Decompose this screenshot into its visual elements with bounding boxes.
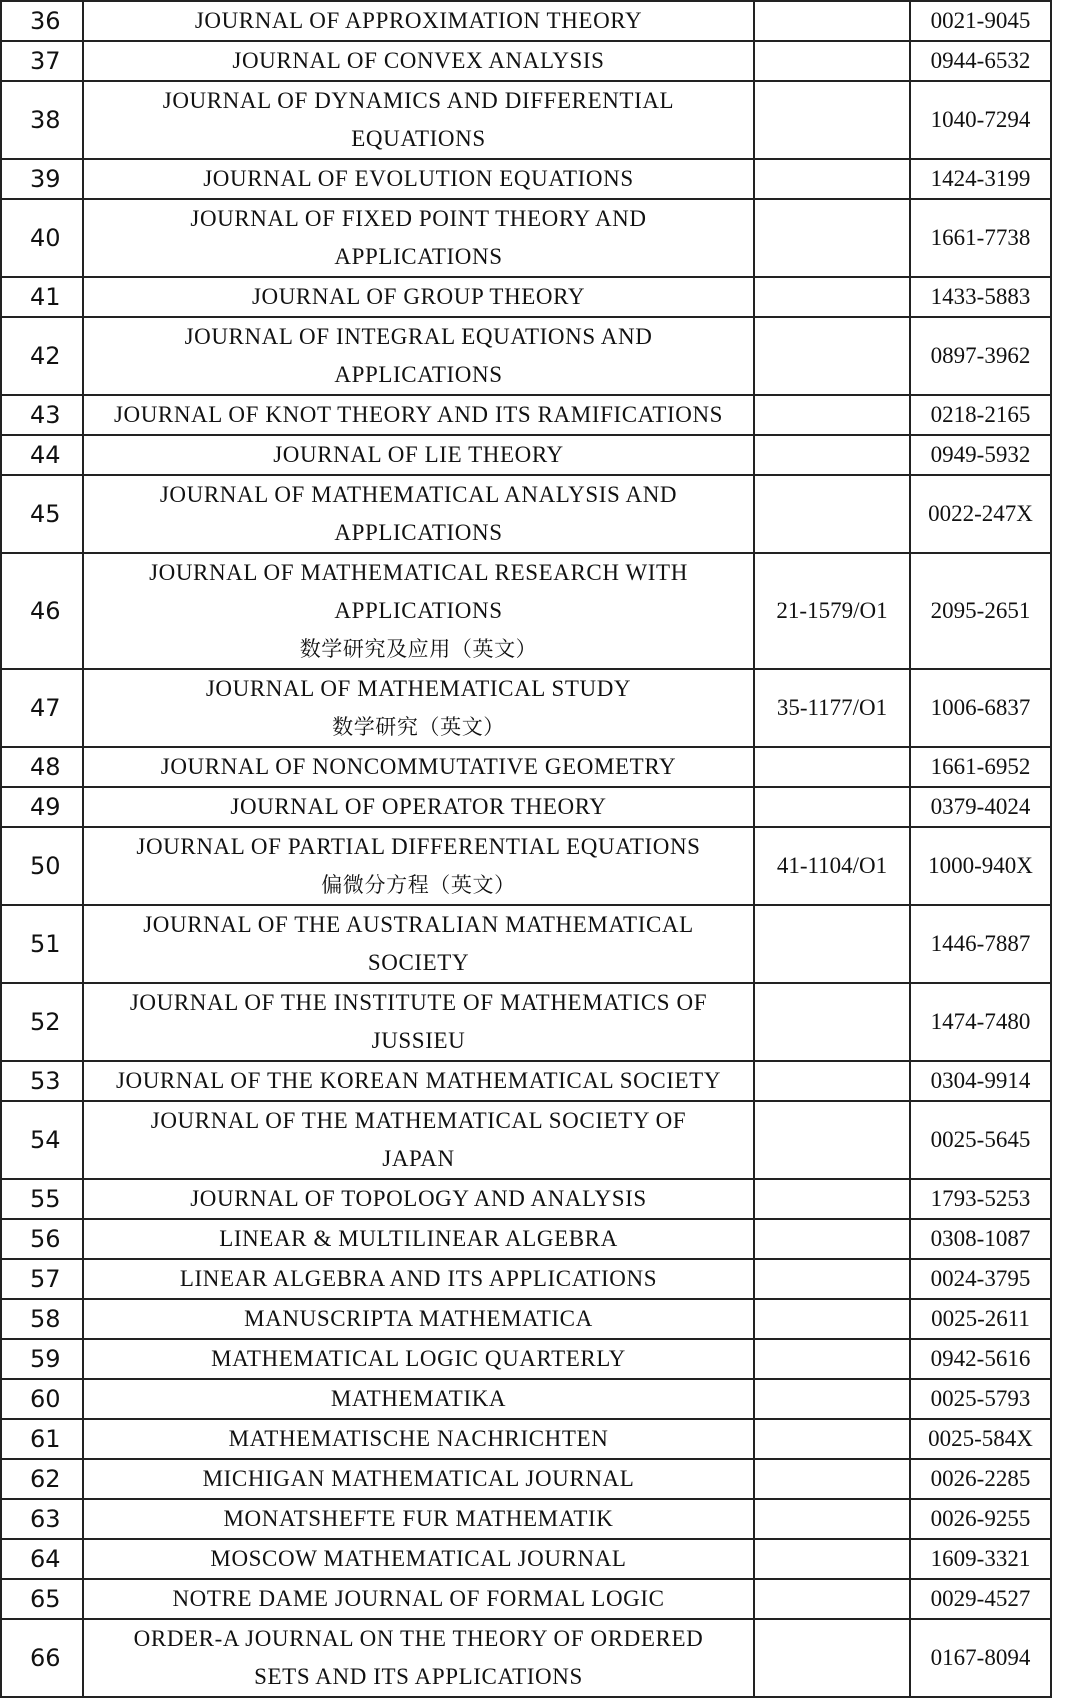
journal-title: [83, 1419, 754, 1459]
journal-table-body: [1, 1, 1051, 1697]
table-row: [1, 1339, 1051, 1379]
issn-number: 1446-7887: [910, 905, 1051, 983]
journal-title-line: JOURNAL OF APPROXIMATION THEORY: [194, 8, 643, 33]
journal-title-line: JOURNAL OF THE KOREAN MATHEMATICAL SOCIETY: [115, 1068, 722, 1093]
journal-title-line: JOURNAL OF PARTIAL DIFFERENTIAL EQUATIONS: [136, 834, 701, 859]
journal-title-line: LINEAR ALGEBRA AND ITS APPLICATIONS: [179, 1266, 658, 1291]
journal-title: [83, 1619, 754, 1697]
cn-number: [754, 435, 910, 475]
table-row: [1, 1579, 1051, 1619]
cn-number: [754, 1499, 910, 1539]
journal-title-line: JUSSIEU: [371, 1028, 466, 1053]
row-number: 39: [1, 159, 83, 199]
issn-number: 1609-3321: [910, 1539, 1051, 1579]
journal-title-line: JOURNAL OF OPERATOR THEORY: [230, 794, 607, 819]
row-number: 58: [1, 1299, 83, 1339]
row-number: 66: [1, 1619, 83, 1697]
journal-title-line: JOURNAL OF INTEGRAL EQUATIONS AND: [184, 324, 653, 349]
journal-title: [83, 317, 754, 395]
journal-title: [83, 827, 754, 905]
journal-title-line: APPLICATIONS: [334, 244, 503, 269]
row-number: 45: [1, 475, 83, 553]
cn-number: [754, 1339, 910, 1379]
journal-title: [83, 41, 754, 81]
issn-number: 0942-5616: [910, 1339, 1051, 1379]
cn-number: [754, 41, 910, 81]
issn-number: 0308-1087: [910, 1219, 1051, 1259]
table-row: [1, 553, 1051, 669]
journal-title-line: JOURNAL OF FIXED POINT THEORY AND: [190, 206, 647, 231]
journal-title-line: JAPAN: [382, 1146, 455, 1171]
journal-title: [83, 1179, 754, 1219]
cn-number: [754, 1579, 910, 1619]
journal-title-line: SOCIETY: [367, 950, 470, 975]
cn-number: [754, 475, 910, 553]
table-row: [1, 827, 1051, 905]
issn-number: 0029-4527: [910, 1579, 1051, 1619]
journal-title-line: APPLICATIONS: [334, 520, 503, 545]
issn-number: 1040-7294: [910, 81, 1051, 159]
cn-number: [754, 787, 910, 827]
journal-title-line: JOURNAL OF THE AUSTRALIAN MATHEMATICAL: [143, 912, 694, 937]
journal-title-line: MICHIGAN MATHEMATICAL JOURNAL: [202, 1466, 635, 1491]
cn-number: [754, 159, 910, 199]
journal-title: [83, 1539, 754, 1579]
cn-number: [754, 1259, 910, 1299]
table-row: [1, 435, 1051, 475]
issn-number: 0949-5932: [910, 435, 1051, 475]
journal-title-line: JOURNAL OF MATHEMATICAL STUDY: [205, 676, 632, 701]
journal-title-line: APPLICATIONS: [334, 598, 503, 623]
cn-number: [754, 1219, 910, 1259]
journal-title-line: EQUATIONS: [351, 126, 486, 151]
issn-number: 0025-5645: [910, 1101, 1051, 1179]
journal-title: [83, 159, 754, 199]
row-number: 61: [1, 1419, 83, 1459]
journal-title: [83, 983, 754, 1061]
row-number: 64: [1, 1539, 83, 1579]
table-row: [1, 199, 1051, 277]
issn-number: 1661-6952: [910, 747, 1051, 787]
table-row: [1, 1219, 1051, 1259]
table-row: [1, 669, 1051, 747]
journal-title: [83, 1299, 754, 1339]
row-number: 47: [1, 669, 83, 747]
row-number: 65: [1, 1579, 83, 1619]
journal-title-line: MATHEMATISCHE NACHRICHTEN: [228, 1426, 609, 1451]
cn-number: [754, 395, 910, 435]
issn-number: 0944-6532: [910, 41, 1051, 81]
table-row: [1, 1459, 1051, 1499]
row-number: 57: [1, 1259, 83, 1299]
row-number: 42: [1, 317, 83, 395]
journal-title-line: JOURNAL OF TOPOLOGY AND ANALYSIS: [190, 1186, 647, 1211]
issn-number: 1661-7738: [910, 199, 1051, 277]
cn-number: [754, 1379, 910, 1419]
cn-number: 35-1177/O1: [754, 669, 910, 747]
journal-title: [83, 1061, 754, 1101]
table-row: [1, 395, 1051, 435]
journal-title-line: NOTRE DAME JOURNAL OF FORMAL LOGIC: [172, 1586, 665, 1611]
issn-number: 1424-3199: [910, 159, 1051, 199]
journal-title-line: JOURNAL OF EVOLUTION EQUATIONS: [203, 166, 634, 191]
cn-number: [754, 1101, 910, 1179]
table-row: [1, 1, 1051, 41]
journal-title-chinese: 数学研究（英文）: [332, 715, 505, 739]
journal-title: [83, 747, 754, 787]
journal-title: [83, 1499, 754, 1539]
issn-number: 1474-7480: [910, 983, 1051, 1061]
journal-title: [83, 787, 754, 827]
journal-title-chinese: 数学研究及应用（英文）: [299, 637, 538, 661]
journal-title: [83, 905, 754, 983]
table-row: [1, 1619, 1051, 1697]
cn-number: 21-1579/O1: [754, 553, 910, 669]
issn-number: 2095-2651: [910, 553, 1051, 669]
row-number: 51: [1, 905, 83, 983]
table-row: [1, 1259, 1051, 1299]
journal-title-line: MANUSCRIPTA MATHEMATICA: [244, 1306, 593, 1331]
issn-number: 0025-584X: [910, 1419, 1051, 1459]
issn-number: 0026-9255: [910, 1499, 1051, 1539]
issn-number: 0021-9045: [910, 1, 1051, 41]
cn-number: [754, 983, 910, 1061]
journal-title-line: MONATSHEFTE FUR MATHEMATIK: [223, 1506, 614, 1531]
journal-title-line: MOSCOW MATHEMATICAL JOURNAL: [210, 1546, 627, 1571]
issn-number: 0167-8094: [910, 1619, 1051, 1697]
cn-number: [754, 1061, 910, 1101]
row-number: 60: [1, 1379, 83, 1419]
issn-number: 0022-247X: [910, 475, 1051, 553]
table-row: [1, 1179, 1051, 1219]
table-row: [1, 983, 1051, 1061]
journal-title: [83, 553, 754, 669]
journal-title-line: JOURNAL OF THE MATHEMATICAL SOCIETY OF: [150, 1108, 687, 1133]
journal-title-chinese: 偏微分方程（英文）: [321, 873, 516, 897]
journal-title-line: JOURNAL OF NONCOMMUTATIVE GEOMETRY: [160, 754, 677, 779]
table-row: [1, 747, 1051, 787]
issn-number: 1793-5253: [910, 1179, 1051, 1219]
journal-title-line: JOURNAL OF CONVEX ANALYSIS: [232, 48, 605, 73]
issn-number: 0218-2165: [910, 395, 1051, 435]
cn-number: [754, 1, 910, 41]
journal-title: [83, 395, 754, 435]
cn-number: [754, 905, 910, 983]
table-row: [1, 787, 1051, 827]
journal-title-line: JOURNAL OF THE INSTITUTE OF MATHEMATICS OF: [129, 990, 708, 1015]
journal-title: [83, 1339, 754, 1379]
cn-number: [754, 1299, 910, 1339]
issn-number: 0026-2285: [910, 1459, 1051, 1499]
row-number: 40: [1, 199, 83, 277]
row-number: 54: [1, 1101, 83, 1179]
journal-title: [83, 1, 754, 41]
journal-title-line: LINEAR & MULTILINEAR ALGEBRA: [219, 1226, 618, 1251]
cn-number: [754, 1619, 910, 1697]
issn-number: 1000-940X: [910, 827, 1051, 905]
table-row: [1, 1499, 1051, 1539]
row-number: 44: [1, 435, 83, 475]
row-number: 55: [1, 1179, 83, 1219]
journal-title: [83, 1101, 754, 1179]
table-row: [1, 905, 1051, 983]
row-number: 63: [1, 1499, 83, 1539]
journal-title: [83, 81, 754, 159]
row-number: 43: [1, 395, 83, 435]
row-number: 59: [1, 1339, 83, 1379]
row-number: 37: [1, 41, 83, 81]
table-row: [1, 1101, 1051, 1179]
issn-number: 1433-5883: [910, 277, 1051, 317]
journal-title: [83, 1379, 754, 1419]
issn-number: 0025-2611: [910, 1299, 1051, 1339]
cn-number: [754, 277, 910, 317]
issn-number: 0379-4024: [910, 787, 1051, 827]
row-number: 48: [1, 747, 83, 787]
cn-number: [754, 317, 910, 395]
journal-title-line: JOURNAL OF KNOT THEORY AND ITS RAMIFICATIONS: [113, 402, 724, 427]
journal-title: [83, 435, 754, 475]
journal-title-line: JOURNAL OF GROUP THEORY: [251, 284, 586, 309]
cn-number: 41-1104/O1: [754, 827, 910, 905]
table-row: [1, 1539, 1051, 1579]
journal-title-line: JOURNAL OF LIE THEORY: [273, 442, 564, 467]
issn-number: 0025-5793: [910, 1379, 1051, 1419]
table-row: [1, 1419, 1051, 1459]
cn-number: [754, 1539, 910, 1579]
row-number: 56: [1, 1219, 83, 1259]
issn-number: 0897-3962: [910, 317, 1051, 395]
cn-number: [754, 1459, 910, 1499]
cn-number: [754, 199, 910, 277]
journal-title: [83, 1219, 754, 1259]
table-row: [1, 1299, 1051, 1339]
journal-title-line: JOURNAL OF DYNAMICS AND DIFFERENTIAL: [162, 88, 675, 113]
row-number: 52: [1, 983, 83, 1061]
journal-title-line: APPLICATIONS: [334, 362, 503, 387]
journal-title-line: JOURNAL OF MATHEMATICAL RESEARCH WITH: [149, 560, 688, 585]
journal-title: [83, 277, 754, 317]
table-row: [1, 277, 1051, 317]
row-number: 41: [1, 277, 83, 317]
row-number: 62: [1, 1459, 83, 1499]
row-number: 49: [1, 787, 83, 827]
table-row: [1, 159, 1051, 199]
cn-number: [754, 1419, 910, 1459]
table-row: [1, 1379, 1051, 1419]
cn-number: [754, 81, 910, 159]
journal-title: [83, 199, 754, 277]
journal-title: [83, 1579, 754, 1619]
table-row: [1, 475, 1051, 553]
journal-title-line: MATHEMATICAL LOGIC QUARTERLY: [211, 1346, 626, 1371]
journal-title: [83, 669, 754, 747]
journal-title: [83, 1459, 754, 1499]
issn-number: 0304-9914: [910, 1061, 1051, 1101]
cn-number: [754, 1179, 910, 1219]
row-number: 46: [1, 553, 83, 669]
table-row: [1, 81, 1051, 159]
row-number: 36: [1, 1, 83, 41]
journal-title: [83, 1259, 754, 1299]
issn-number: 1006-6837: [910, 669, 1051, 747]
journal-title-line: MATHEMATIKA: [330, 1386, 507, 1411]
journal-title-line: JOURNAL OF MATHEMATICAL ANALYSIS AND: [159, 482, 678, 507]
table-row: [1, 41, 1051, 81]
journal-title: [83, 475, 754, 553]
row-number: 53: [1, 1061, 83, 1101]
issn-number: 0024-3795: [910, 1259, 1051, 1299]
journal-title-line: ORDER-A JOURNAL ON THE THEORY OF ORDERED: [133, 1626, 704, 1651]
cn-number: [754, 747, 910, 787]
table-row: [1, 1061, 1051, 1101]
journal-title-line: SETS AND ITS APPLICATIONS: [254, 1664, 583, 1689]
row-number: 38: [1, 81, 83, 159]
table-row: [1, 317, 1051, 395]
row-number: 50: [1, 827, 83, 905]
